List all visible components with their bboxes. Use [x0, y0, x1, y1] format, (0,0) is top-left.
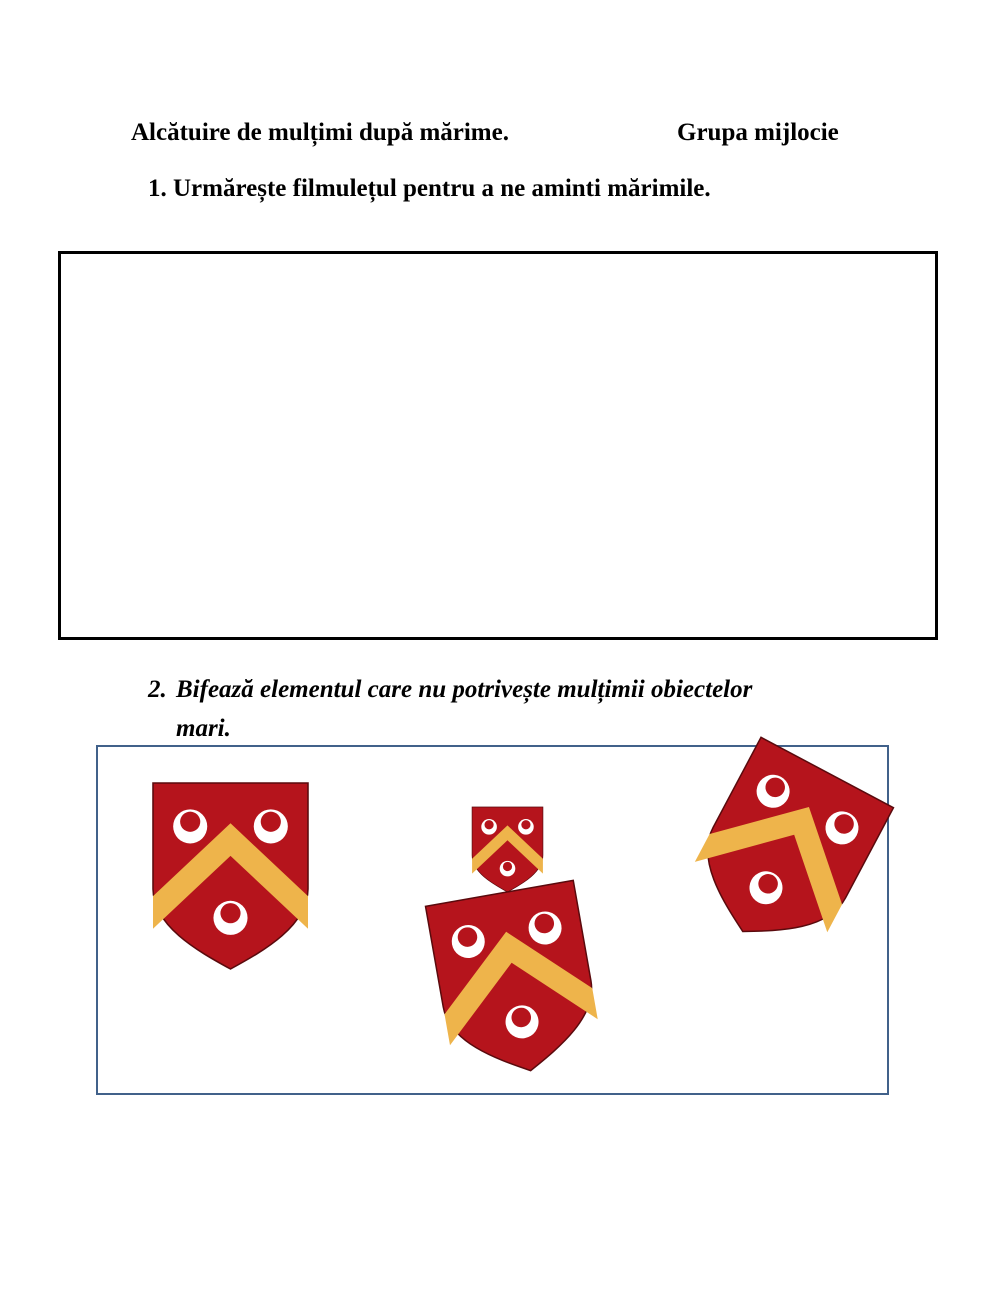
shield-large-1[interactable]: [153, 783, 308, 969]
shield-large-2[interactable]: [426, 880, 605, 1083]
task-2-number: 2.: [148, 676, 167, 703]
shield-small[interactable]: [472, 807, 543, 892]
shield-icon: [677, 737, 894, 966]
task-1-instruction: 1. Urmărește filmulețul pentru a ne aminti mărimile.: [148, 175, 711, 202]
shield-selection-box: [96, 745, 889, 1095]
shield-icon: [426, 880, 605, 1083]
task-2-line1: Bifează elementul care nu potrivește mulțimii obiectelor: [176, 676, 753, 703]
worksheet-title: Alcătuire de mulțimi după mărime.: [131, 119, 509, 146]
shield-icon: [472, 807, 543, 892]
shield-large-3[interactable]: [677, 737, 894, 966]
shield-icon: [153, 783, 308, 969]
task-2-instruction: [148, 670, 888, 748]
group-label: Grupa mijlocie: [677, 119, 839, 146]
video-placeholder[interactable]: [58, 251, 938, 640]
task-2-line2: mari.: [176, 715, 231, 742]
